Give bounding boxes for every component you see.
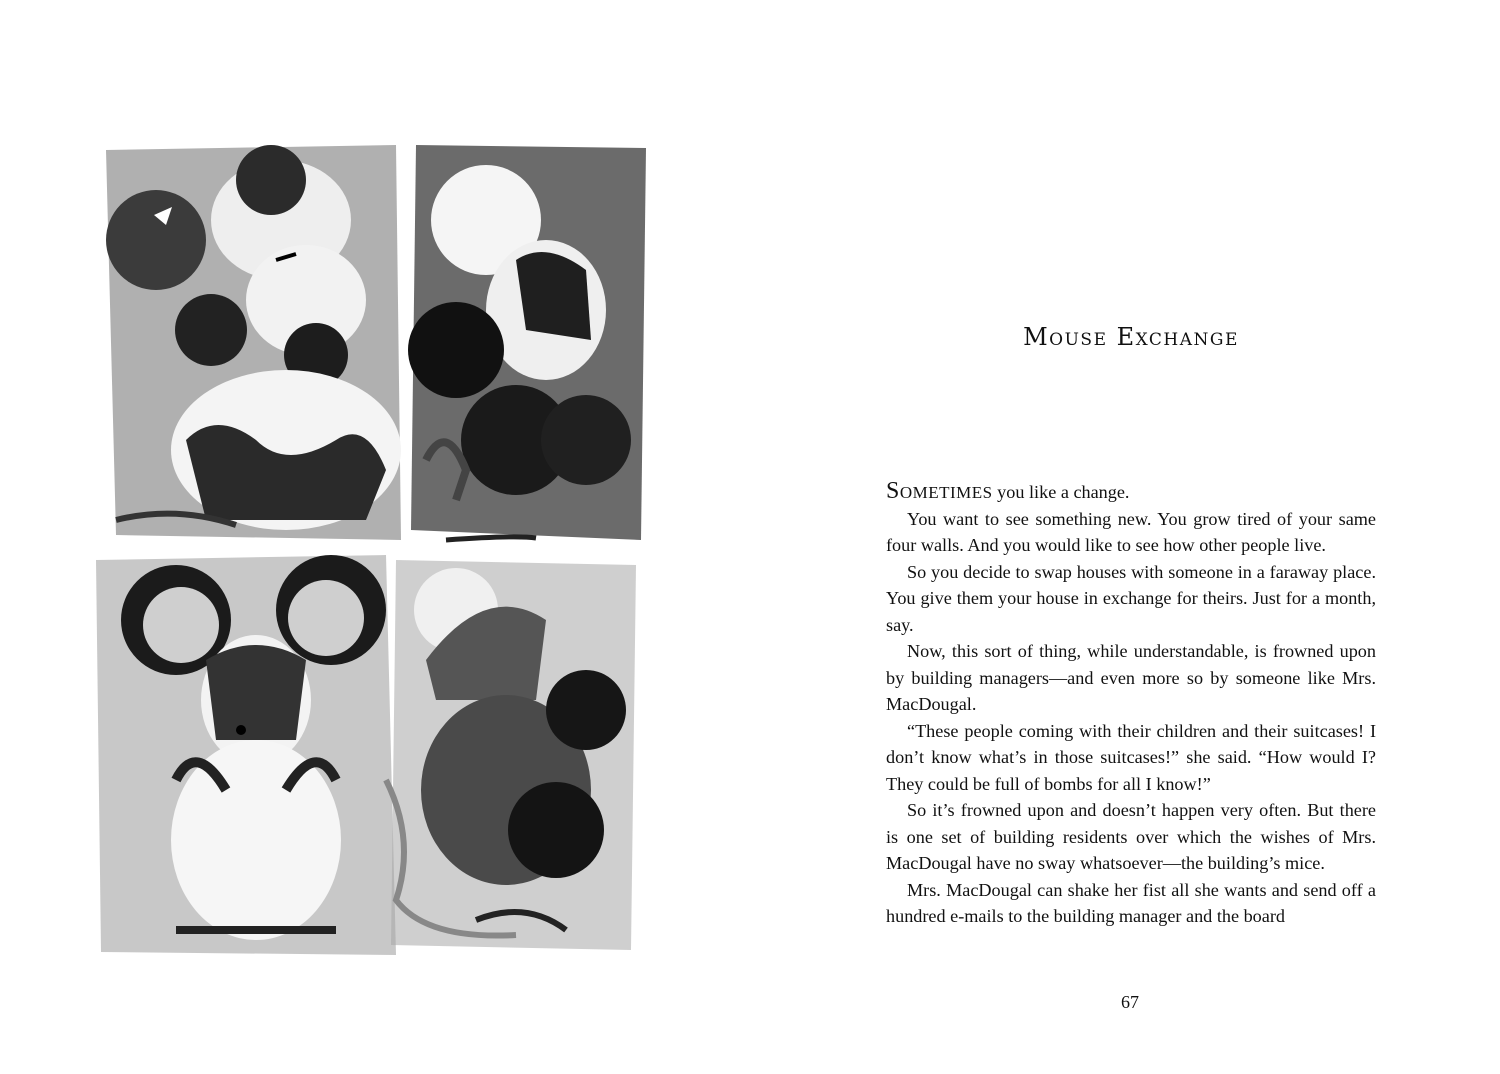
paragraph: Now, this sort of thing, while understandable, is frowned upon by building managers—and even more so by someone like Mrs. MacDougal. [886,641,1376,714]
paragraph: So you decide to swap houses with someone in a faraway place. You give them your house in exchange for theirs. Just for a month, say. [886,561,1376,635]
paragraph: “These people coming with their children and their suitcases! I don’t know what’s in those suitcases!” she said. “How would I? They could be full of bombs for all I know!” [886,720,1376,794]
chapter-title: Mouse Exchange [1023,323,1239,351]
paragraph: You want to see something new. You grow tired of your same four walls. And you would like to see how other people live. [886,508,1376,555]
page-number: 67 [1121,992,1139,1012]
paragraph [886,478,1376,506]
chapter-body [886,478,1376,930]
paragraph: So it’s frowned upon and doesn’t happen very often. But there is one set of building residents over which the wishes of Mrs. MacDougal have no sway whatsoever—the building’s mice. [886,800,1376,873]
opening-word: Sometimes [886,478,993,504]
four-mice-illustration [96,140,652,960]
paragraph-text: you like a change. [992,482,1130,502]
paragraph: Mrs. MacDougal can shake her fist all she wants and send off a hundred e-mails to the building manager and the board [886,879,1376,926]
